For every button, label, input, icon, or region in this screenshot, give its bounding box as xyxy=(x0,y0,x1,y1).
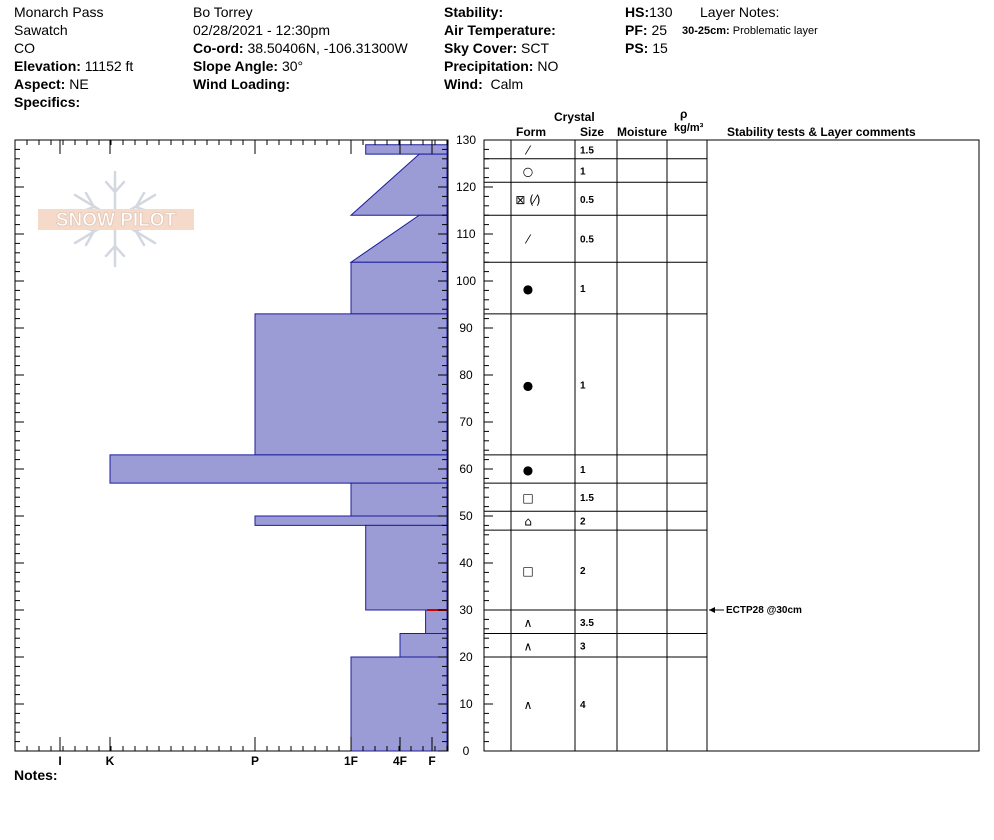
layer-size: 2 xyxy=(580,566,586,578)
hs-row: HS:130 xyxy=(625,4,673,20)
elevation-value: 11152 ft xyxy=(84,58,134,74)
hardness-tick-label: K xyxy=(105,754,115,768)
hardness-tick-label: 1F xyxy=(343,754,359,768)
moisture-header: Moisture xyxy=(617,125,668,139)
hardness-bar xyxy=(110,455,447,483)
precip-value: NO xyxy=(537,58,559,74)
layer-size: 3 xyxy=(580,641,586,653)
height-tick-label: 20 xyxy=(459,650,473,664)
hardness-bar xyxy=(366,525,447,610)
slope-value: 30° xyxy=(281,58,304,74)
hardness-bar xyxy=(351,154,447,215)
layer-table-frame xyxy=(484,140,979,751)
layer-notes-range: 30-25cm: xyxy=(682,25,730,37)
height-tick-label: 90 xyxy=(459,321,473,335)
layer-form: ⁄ xyxy=(526,232,530,247)
height-tick-label: 50 xyxy=(459,509,473,523)
hardness-bar xyxy=(255,516,447,525)
logo-text: SNOW PILOT xyxy=(55,210,177,231)
layer-form: ● xyxy=(522,463,534,477)
layer-form: ⁄ xyxy=(526,143,530,158)
stability-annotations xyxy=(709,605,802,616)
hardness-tick-label: 4F xyxy=(392,754,408,768)
layer-form: ○ xyxy=(522,164,534,179)
aspect-row: Aspect: NE xyxy=(14,76,89,92)
hardness-bars xyxy=(110,145,447,751)
pf-row: PF: 25 xyxy=(625,22,668,38)
wind-row: Wind: Calm xyxy=(444,76,524,92)
layer-size: 1 xyxy=(580,284,586,296)
aspect-value: NE xyxy=(69,76,89,92)
ps-row: PS: 15 xyxy=(625,40,668,56)
height-tick-label: 30 xyxy=(459,603,473,617)
size-header: Size xyxy=(580,125,605,139)
hs-value: 130 xyxy=(649,4,673,20)
air-temp-row: Air Temperature: xyxy=(444,22,556,38)
height-tick-label: 0 xyxy=(462,744,470,758)
precip-row: Precipitation: NO xyxy=(444,58,559,74)
hardness-tick-label: I xyxy=(58,754,62,768)
pf-value: 25 xyxy=(651,22,668,38)
layer-size: 2 xyxy=(580,516,586,528)
layer-size: 0.5 xyxy=(580,194,594,206)
stability-test-arrowhead xyxy=(709,607,715,613)
stability-row: Stability: xyxy=(444,4,504,20)
ps-value: 15 xyxy=(652,40,668,56)
layer-size: 4 xyxy=(580,700,586,711)
hardness-bar xyxy=(351,657,447,751)
layer-size: 0.5 xyxy=(580,234,594,246)
height-tick-label: 110 xyxy=(456,227,476,241)
crystal-header: Crystal xyxy=(554,110,595,124)
density-unit-header: kg/m³ xyxy=(674,122,704,134)
rho-header: ρ xyxy=(680,107,688,121)
layer-rows xyxy=(484,143,707,712)
coord-value: 38.50406N, -106.31300W xyxy=(247,40,408,56)
layer-form: □ xyxy=(522,564,534,579)
layer-size: 3.5 xyxy=(580,617,594,629)
layer-notes-title: Layer Notes: xyxy=(700,4,780,20)
hardness-bar xyxy=(351,483,447,516)
hardness-bar xyxy=(366,145,447,154)
layer-form: ∧ xyxy=(523,639,533,654)
height-tick-label: 120 xyxy=(455,180,477,194)
slope-row: Slope Angle: 30° xyxy=(193,58,304,74)
stability-test-label: ECTP28 @30cm xyxy=(726,605,802,616)
stability-tests-header: Stability tests & Layer comments xyxy=(727,125,916,139)
sky-row: Sky Cover: SCT xyxy=(444,40,550,56)
layer-form: ⌂ xyxy=(524,514,532,529)
specifics-row: Specifics: xyxy=(14,94,81,110)
layer-size: 1 xyxy=(580,166,586,178)
height-tick-label: 40 xyxy=(459,556,473,570)
height-tick-label: 70 xyxy=(459,415,473,429)
layer-form: ● xyxy=(522,378,534,393)
notes-label: Notes: xyxy=(14,767,58,783)
hardness-bar xyxy=(351,262,447,314)
layer-size: 1 xyxy=(580,465,586,476)
sky-value: SCT xyxy=(521,40,550,56)
wind-value: Calm xyxy=(490,76,524,92)
hardness-bar xyxy=(400,634,447,658)
hardness-bar xyxy=(426,610,447,634)
hardness-tick-label: P xyxy=(250,754,260,768)
layer-form: ∧ xyxy=(523,698,533,712)
height-tick-label: 100 xyxy=(455,274,477,288)
range: Sawatch xyxy=(14,22,68,38)
height-tick-label: 10 xyxy=(459,697,473,711)
layer-form: ∧ xyxy=(523,615,533,630)
height-tick-label: 130 xyxy=(455,133,477,147)
layer-notes-text: Problematic layer xyxy=(732,25,818,37)
coord-row: Co-ord: 38.50406N, -106.31300W xyxy=(193,40,408,56)
hardness-bar xyxy=(255,314,447,455)
layer-size: 1.5 xyxy=(580,145,594,157)
layer-form: ● xyxy=(522,282,534,297)
height-tick-label: 60 xyxy=(459,462,473,476)
form-header: Form xyxy=(516,125,546,139)
wind-loading-row: Wind Loading: xyxy=(193,76,291,92)
hardness-bar xyxy=(351,215,447,262)
snowpilot-logo xyxy=(38,172,194,266)
height-tick-label: 80 xyxy=(459,368,473,382)
layer-size: 1 xyxy=(580,380,586,392)
state: CO xyxy=(14,40,35,56)
layer-form: ⊠ (⁄) xyxy=(515,192,541,207)
layer-size: 1.5 xyxy=(580,493,594,505)
elevation-row: Elevation: 11152 ft xyxy=(14,58,134,74)
hardness-tick-label: F xyxy=(428,754,436,768)
location: Monarch Pass xyxy=(14,4,104,20)
observation-datetime: 02/28/2021 - 12:30pm xyxy=(193,22,330,38)
observer-name: Bo Torrey xyxy=(193,4,253,20)
layer-form: □ xyxy=(522,491,534,506)
